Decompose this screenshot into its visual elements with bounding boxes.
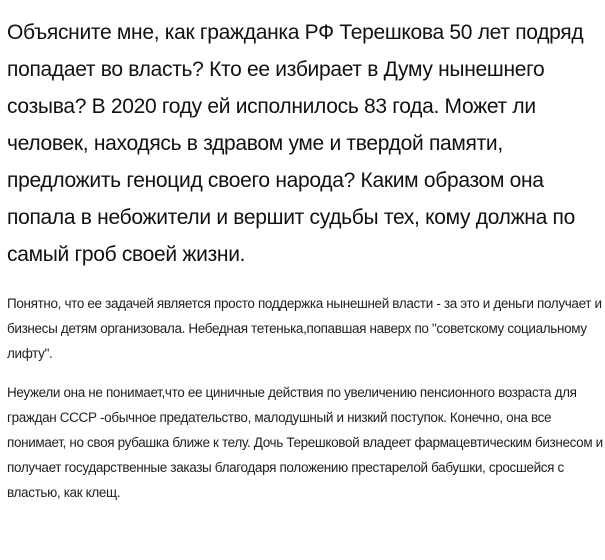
- question-title: Объясните мне, как гражданка РФ Терешкова 50 лет подряд попадает во власть? Кто ее избирает в Думу нынешнего созыва? В 2020 году ей исполнилось 83 года. Может ли человек, находясь в здравом уме и твердой памяти, предложить геноцид своего народа? Каким образом она попала в небожители и вершит судьбы тех, кому должна по самый гроб своей жизни.: [7, 21, 584, 266]
- answer-paragraph-2: Неужели она не понимает,что ее циничные действия по увеличению пенсионного возраста для граждан СССР -обычное предательство, малодушный и низкий поступок. Конечно, она все понимает, но своя рубашка ближе к телу. Дочь Терешковой владеет фармацевтическим бизнесом и получает государственные заказы благодаря положению престарелой бабушки, сросшейся с властью, как клещ.: [7, 385, 603, 500]
- answer-paragraph-1: Понятно, что ее задачей является просто поддержка нынешней власти - за это и деньги получает и бизнесы детям организовала. Небедная тетенька,попавшая наверх по "советскому социальному лифту".: [7, 296, 602, 361]
